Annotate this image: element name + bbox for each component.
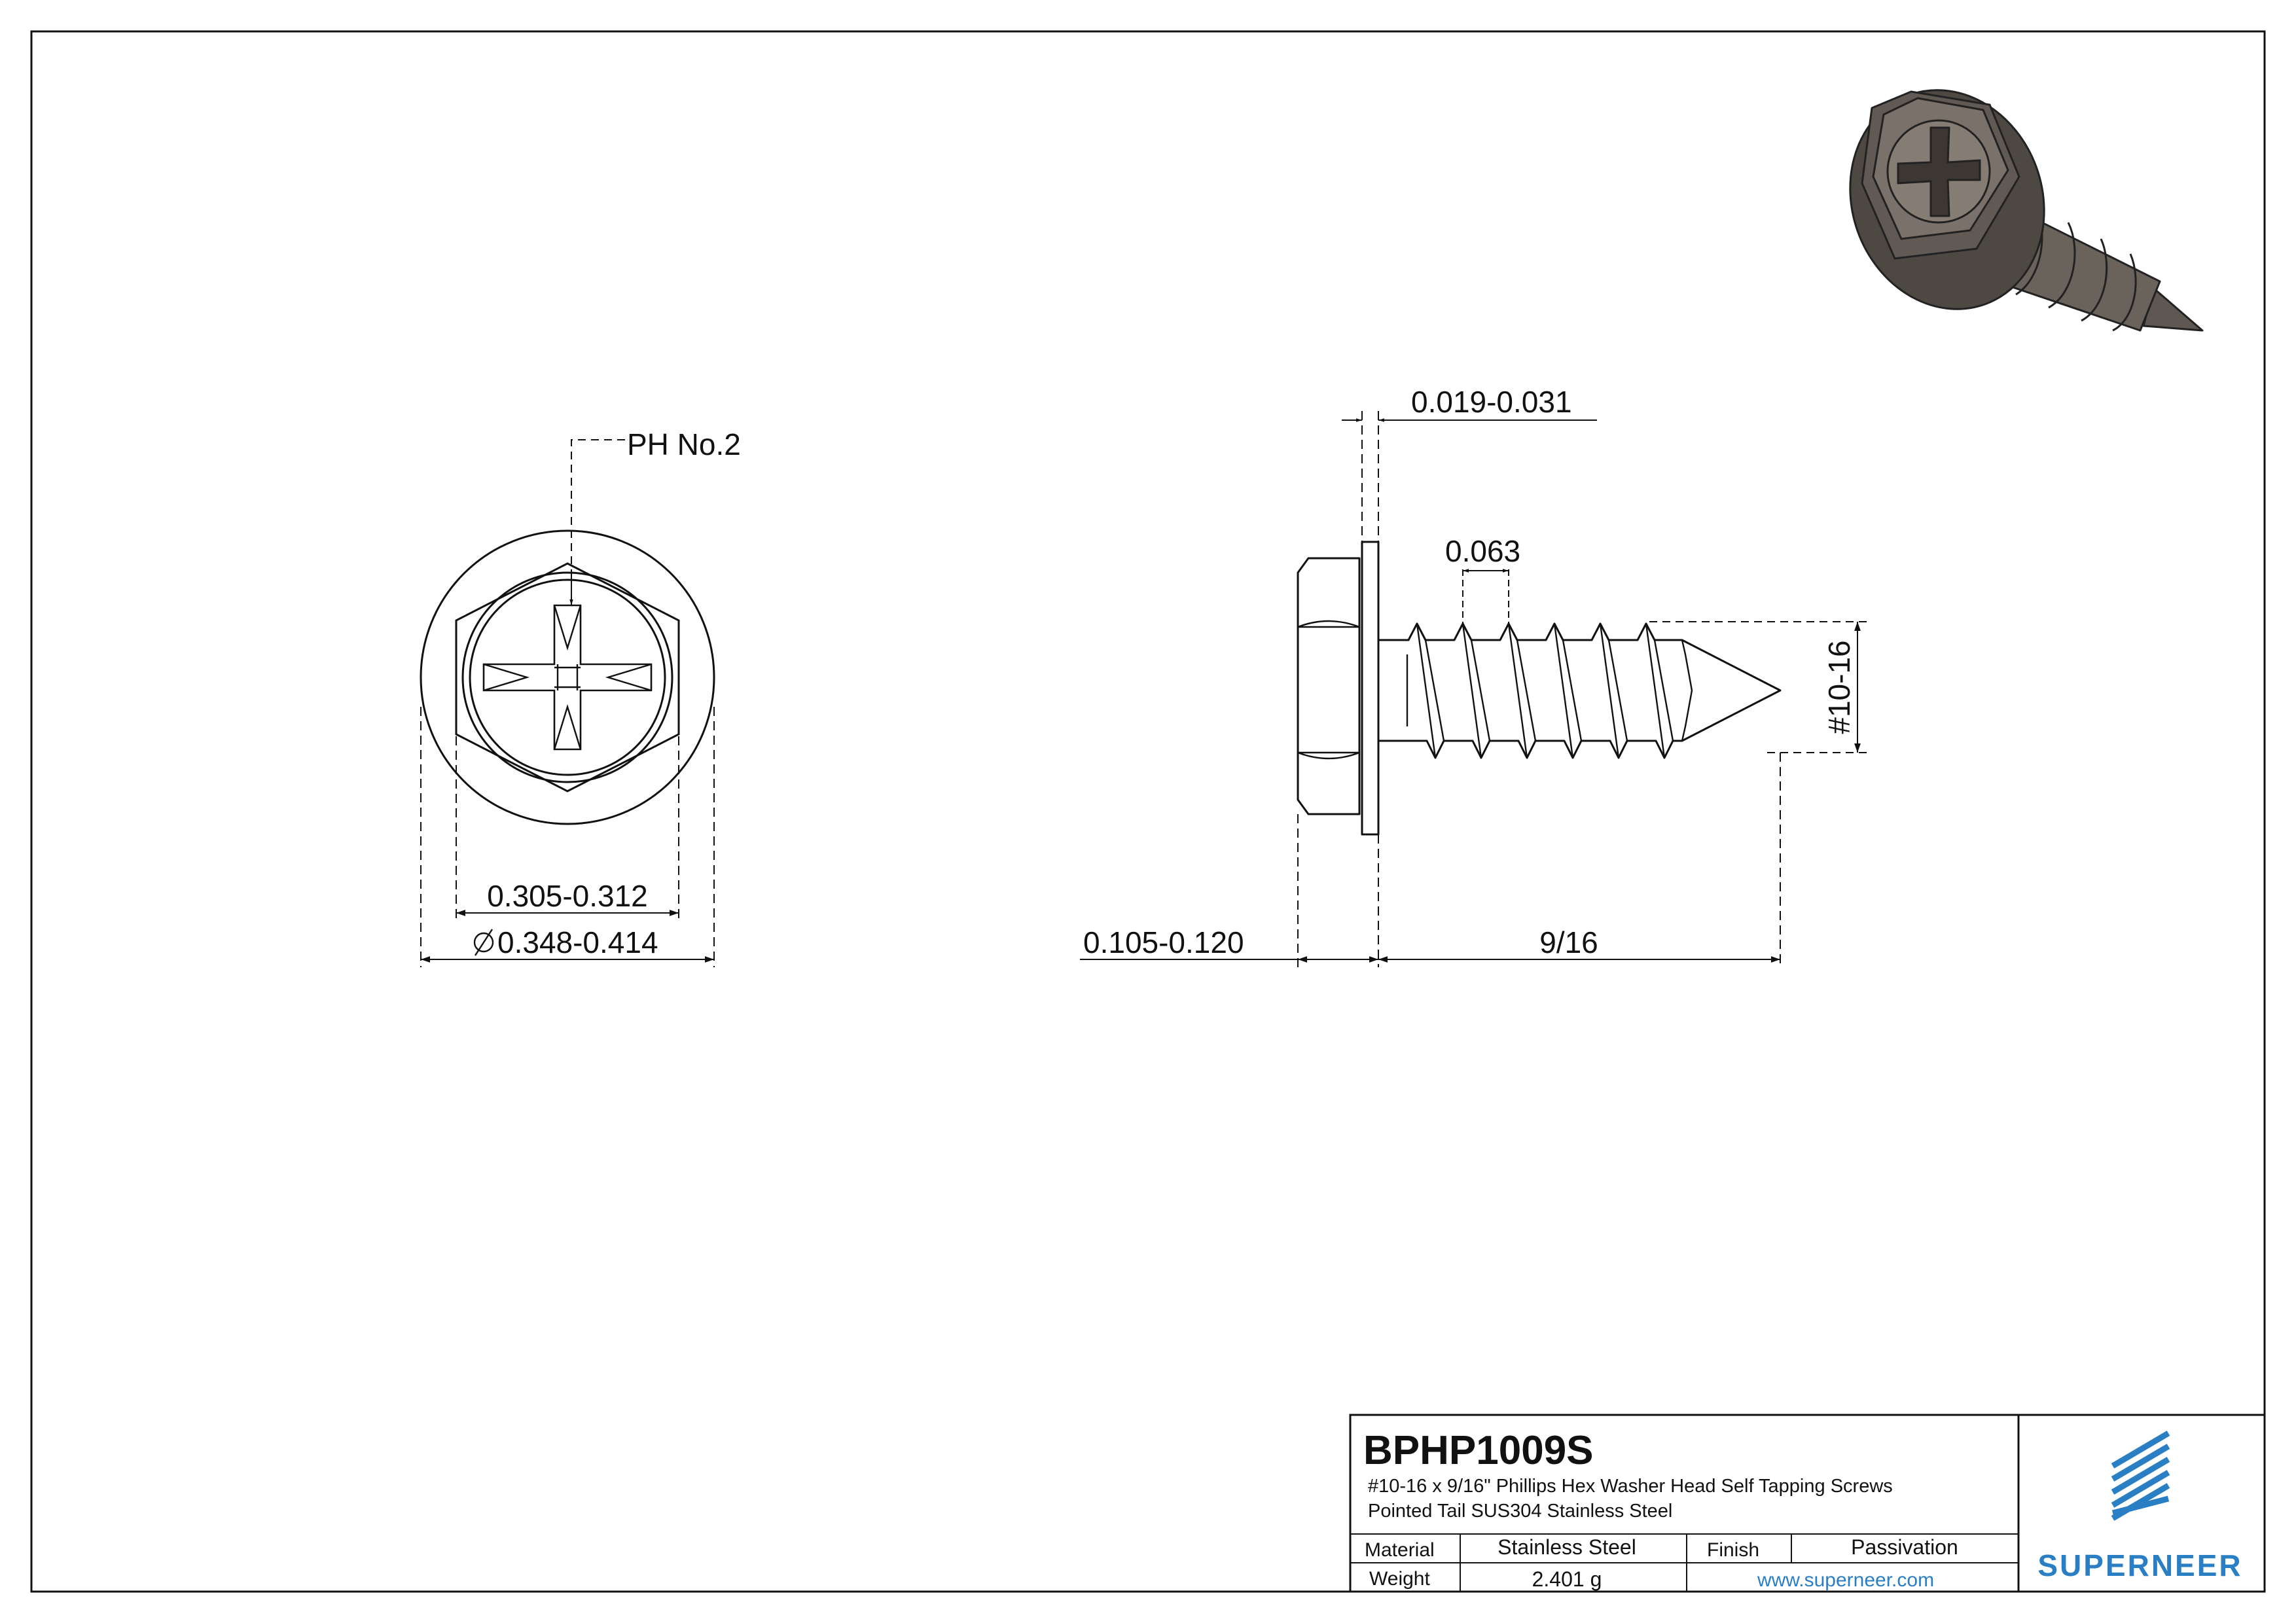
brand-name: SUPERNEER xyxy=(2037,1548,2243,1582)
washer-outline xyxy=(421,531,714,824)
pointed-tail xyxy=(1682,640,1692,741)
hex-across-flats-label: 0.305-0.312 xyxy=(487,879,648,913)
hex-head-side xyxy=(1298,558,1359,814)
side-view xyxy=(1298,542,1780,834)
description-line-2: Pointed Tail SUS304 Stainless Steel xyxy=(1368,1501,1673,1522)
washer-side xyxy=(1362,542,1378,834)
description-line-1: #10-16 x 9/16" Phillips Hex Washer Head Self Tapping Screws xyxy=(1368,1476,1893,1497)
recess-circle-inner xyxy=(470,580,665,775)
phillips-recess xyxy=(484,605,651,749)
washer-diameter-label: 0.348-0.414 xyxy=(497,925,658,959)
thread-crests xyxy=(1407,624,1673,758)
thread-pitch-label: 0.063 xyxy=(1445,534,1521,568)
weight-value: 2.401 g xyxy=(1532,1567,1602,1591)
front-view xyxy=(421,531,714,824)
thread-profile xyxy=(1378,624,1780,758)
weight-label: Weight xyxy=(1369,1568,1430,1590)
thread-size-label: #10-16 xyxy=(1822,640,1856,734)
finish-value: Passivation xyxy=(1851,1535,1958,1559)
screw-3d-render xyxy=(1820,63,2202,337)
material-label: Material xyxy=(1365,1539,1435,1561)
length-label: 9/16 xyxy=(1539,925,1598,959)
head-height-label: 0.105-0.120 xyxy=(1083,925,1244,959)
finish-label: Finish xyxy=(1707,1539,1760,1561)
phillips-recess-flutes xyxy=(484,605,651,749)
hex-head-facets xyxy=(1298,621,1359,758)
phillips-size-label: PH No.2 xyxy=(627,427,741,461)
washer-thickness-label: 0.019-0.031 xyxy=(1411,385,1572,419)
recess-circle-outer xyxy=(463,573,672,782)
part-number: BPHP1009S xyxy=(1363,1428,1594,1473)
superneer-logo-icon xyxy=(2113,1433,2168,1518)
material-value: Stainless Steel xyxy=(1498,1535,1636,1559)
side-view-dimensions xyxy=(1080,411,1872,967)
hex-head-outline xyxy=(456,563,679,791)
website-link[interactable]: www.superneer.com xyxy=(1757,1569,1935,1591)
